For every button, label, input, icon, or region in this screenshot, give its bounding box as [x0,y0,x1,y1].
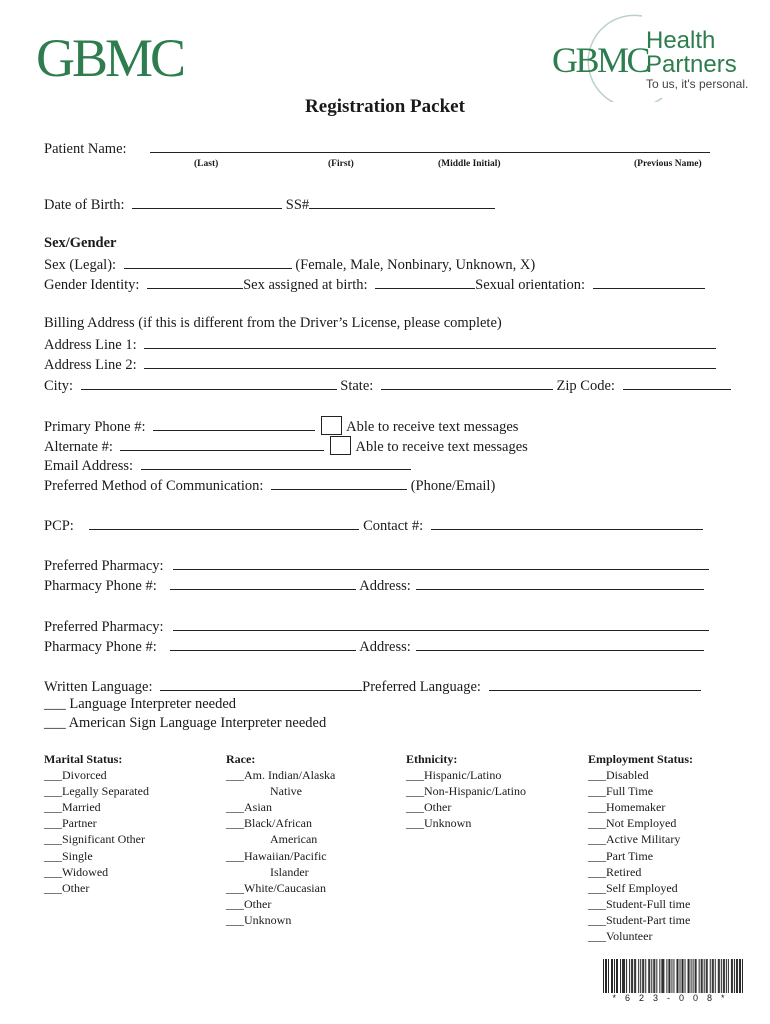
email-field[interactable] [141,456,411,470]
barcode-bar [669,959,670,993]
city-label: City: [44,378,74,394]
sex-legal-field[interactable] [124,255,292,269]
primary-text-label: Able to receive text messages [346,419,519,435]
marital-status-heading: Marital Status: [44,752,123,766]
billing-note: Billing Address (if this is different from the Driver’s License, please complete) [44,315,502,331]
gbmc-logo-text: GBMC [36,28,184,84]
zip-field[interactable] [623,376,731,390]
email-label: Email Address: [44,458,134,474]
pharmacy2-phone-label: Pharmacy Phone #: [44,639,157,655]
barcode-bar [742,959,743,993]
barcode-bar [661,959,662,993]
page-title: Registration Packet [305,96,465,117]
race-option[interactable]: ___Hawaiian/Pacific [226,848,327,863]
race-option[interactable]: ___Asian [226,800,272,815]
barcode-bar [632,959,633,993]
patient-first-caption: (First) [328,159,354,169]
barcode-bar [710,959,711,993]
gender-identity-label: Gender Identity: [44,277,140,293]
marital-option[interactable]: ___Single [44,848,93,863]
barcode-bar [732,959,733,993]
gbmc-health-partners-logo [550,10,760,102]
barcode-bar [642,959,643,993]
barcode-bar [611,959,612,993]
barcode-bar [674,959,675,993]
pcp-label: PCP: [44,518,74,534]
barcode-bar [608,959,609,993]
pharmacy2-address-label: Address: [359,639,411,655]
barcode-bar [653,959,654,993]
barcode-bar [737,959,738,993]
employment-option[interactable]: ___Not Employed [588,816,677,831]
barcode-bar [612,959,613,993]
ethnicity-option[interactable]: ___Hispanic/Latino [406,768,502,783]
zip-label: Zip Code: [556,378,615,394]
barcode-bar [668,959,669,993]
barcode-bar [706,959,707,993]
barcode-bar [635,959,636,993]
employment-option[interactable]: ___Student-Part time [588,912,691,927]
barcode-bar [671,959,672,993]
marital-option[interactable]: ___Significant Other [44,832,145,847]
barcode-bar [712,959,713,993]
barcode-bar [659,959,660,993]
logo-partners: Partners [646,51,737,78]
employment-status-heading: Employment Status: [588,752,694,766]
marital-option[interactable]: ___Married [44,800,101,815]
race-option[interactable]: ___White/Caucasian [226,880,326,895]
address-line2-label: Address Line 2: [44,357,137,373]
employment-status-column [588,751,758,944]
city-row [44,376,731,395]
barcode-bar [723,959,724,993]
barcode-bar [631,959,632,993]
barcode-bar [701,959,702,993]
barcode-bar [623,959,624,993]
barcode-bar [718,959,719,993]
barcode-bar [707,959,708,993]
employment-option[interactable]: ___Disabled [588,768,649,783]
language-row [44,677,701,696]
pcp-contact-field[interactable] [431,516,703,530]
primary-phone-label: Primary Phone #: [44,419,146,435]
barcode-bar [689,959,690,993]
pharmacy2-field[interactable] [173,617,709,631]
pharmacy1-address-field[interactable] [416,576,704,590]
patient-last-caption: (Last) [194,159,219,169]
gender-row [44,275,705,294]
barcode-bar [626,959,627,993]
barcode-bar [666,959,667,993]
preferred-method-field[interactable] [271,476,407,490]
barcode-bar [680,959,681,993]
state-field[interactable] [381,376,553,390]
race-heading: Race: [226,752,256,766]
barcode-bar [688,959,689,993]
pharmacy1-phone-field[interactable] [170,576,356,590]
gbmc-logo [36,28,196,84]
barcode-bar [663,959,664,993]
barcode-bar [622,959,623,993]
race-option-continued: Native [270,784,302,799]
ssn-label: SS# [285,197,310,213]
alternate-phone-field[interactable] [120,437,324,451]
preferred-method-label: Preferred Method of Communication: [44,478,264,494]
barcode-bar [736,959,737,993]
barcode-bar [645,959,646,993]
orientation-label: Sexual orientation: [475,277,586,293]
dob-field[interactable] [132,195,282,209]
barcode-bar [648,959,649,993]
pcp-contact-label: Contact #: [363,518,424,534]
ethnicity-heading: Ethnicity: [406,752,458,766]
race-option-continued: Islander [270,864,309,879]
preferred-language-field[interactable] [489,677,701,691]
barcode-bar [702,959,703,993]
pharmacy1-label: Preferred Pharmacy: [44,558,164,574]
barcode-bar [643,959,644,993]
barcode-bar [616,959,617,993]
marital-option[interactable]: ___Other [44,880,90,895]
ethnicity-option[interactable]: ___Non-Hispanic/Latino [406,784,526,799]
barcode-bar [685,959,686,993]
asl-interpreter-option[interactable]: ___ American Sign Language Interpreter needed [44,715,327,731]
barcode-bar [726,959,727,993]
barcode-bar [695,959,696,993]
barcode-bar [719,959,720,993]
marital-option[interactable]: ___Partner [44,816,97,831]
race-option[interactable]: ___Unknown [226,912,292,927]
ethnicity-option[interactable]: ___Other [406,800,452,815]
patient-name-field[interactable] [150,139,710,153]
pharmacy2-address-field[interactable] [416,637,704,651]
race-option[interactable]: ___Black/African [226,816,312,831]
barcode-bar [654,959,655,993]
sex-options: (Female, Male, Nonbinary, Unknown, X) [295,257,536,273]
barcode-bar [603,959,604,993]
patient-middle-caption: (Middle Initial) [438,159,501,169]
patient-name-label: Patient Name: [44,141,127,157]
race-option[interactable]: ___Am. Indian/Alaska [226,768,336,783]
sex-at-birth-field[interactable] [375,275,475,289]
preferred-language-label: Preferred Language: [362,679,481,695]
race-column [226,751,396,928]
pharmacy2-phone-row [44,637,704,656]
orientation-field[interactable] [593,275,705,289]
barcode-bar [683,959,684,993]
state-label: State: [340,378,374,394]
ethnicity-column [406,751,576,831]
employment-option[interactable]: ___Homemaker [588,800,666,815]
address-line1-field[interactable] [144,335,716,349]
barcode-bar [739,959,740,993]
marital-option[interactable]: ___Widowed [44,864,109,879]
barcode-bar [677,959,678,993]
primary-phone-field[interactable] [153,417,315,431]
barcode-bar [656,959,657,993]
employment-option[interactable]: ___Student-Full time [588,896,691,911]
barcode-bar [713,959,714,993]
pcp-field[interactable] [89,516,359,530]
barcode-bar [731,959,732,993]
barcode-bar [699,959,700,993]
barcode-bar [629,959,630,993]
barcode-bar [634,959,635,993]
pharmacy1-address-label: Address: [359,578,411,594]
employment-option[interactable]: ___Active Military [588,832,681,847]
barcode-bar [640,959,641,993]
interpreter-option[interactable]: ___ Language Interpreter needed [44,696,237,712]
barcode-bar [693,959,694,993]
barcode-bar [649,959,650,993]
barcode-bar [624,959,625,993]
race-option-continued: American [270,832,318,847]
sex-gender-heading: Sex/Gender [44,235,117,251]
barcode-bar [620,959,621,993]
barcode-bar [740,959,741,993]
logo-tagline: To us, it's personal. [646,77,749,91]
logo-mark: GBMC [552,40,649,80]
sex-legal-label: Sex (Legal): [44,257,117,273]
patient-previous-caption: (Previous Name) [634,159,702,169]
pharmacy1-phone-row [44,576,704,595]
barcode-bar [605,959,606,993]
pharmacy2-phone-field[interactable] [170,637,356,651]
barcode-bar [682,959,683,993]
pharmacy1-phone-label: Pharmacy Phone #: [44,578,157,594]
employment-option[interactable]: ___Part Time [588,848,654,863]
pharmacy1-field[interactable] [173,556,709,570]
logo-health: Health [646,27,716,54]
alternate-phone-label: Alternate #: [44,439,113,455]
barcode-bar [721,959,722,993]
barcode [603,959,743,993]
written-language-field[interactable] [160,677,362,691]
dob-row [44,195,495,214]
email-row [44,456,411,475]
sex-legal-row [44,255,535,274]
barcode-bar [617,959,618,993]
marital-status-column [44,751,214,896]
barcode-bar [638,959,639,993]
race-option[interactable]: ___Other [226,896,272,911]
employment-option[interactable]: ___Retired [588,864,642,879]
employment-option[interactable]: ___Self Employed [588,880,678,895]
alternate-phone-row [44,436,528,456]
marital-option[interactable]: ___Legally Separated [44,784,149,799]
barcode-bar [678,959,679,993]
pharmacy1-row [44,556,709,575]
barcode-bar [696,959,697,993]
patient-name-row [44,139,710,158]
primary-phone-row [44,416,518,436]
barcode-bar [691,959,692,993]
marital-option[interactable]: ___Divorced [44,768,107,783]
barcode-bar [651,959,652,993]
barcode-bar [724,959,725,993]
dob-label: Date of Birth: [44,197,125,213]
address-line1-label: Address Line 1: [44,337,137,353]
preferred-method-options: (Phone/Email) [410,478,496,494]
preferred-method-row [44,476,495,495]
barcode-text: *623-008* [612,993,734,1003]
employment-option[interactable]: ___Full Time [588,784,654,799]
sex-at-birth-label: Sex assigned at birth: [243,277,368,293]
pcp-row [44,516,703,535]
barcode-bar [704,959,705,993]
city-field[interactable] [81,376,337,390]
ethnicity-option[interactable]: ___Unknown [406,816,472,831]
gender-identity-field[interactable] [147,275,243,289]
barcode-bar [734,959,735,993]
address-line2-field[interactable] [144,355,716,369]
pharmacy2-label: Preferred Pharmacy: [44,619,164,635]
written-language-label: Written Language: [44,679,153,695]
pharmacy2-row [44,617,709,636]
alternate-text-label: Able to receive text messages [355,439,528,455]
barcode-bar [662,959,663,993]
barcode-bar [728,959,729,993]
ssn-field[interactable] [309,195,495,209]
barcode-bar [715,959,716,993]
primary-text-checkbox[interactable] [321,416,342,435]
barcode-bar [606,959,607,993]
address-line2-row [44,355,716,374]
address-line1-row [44,335,716,354]
barcode-bar [614,959,615,993]
employment-option[interactable]: ___Volunteer [588,929,653,944]
alternate-text-checkbox[interactable] [330,436,351,455]
